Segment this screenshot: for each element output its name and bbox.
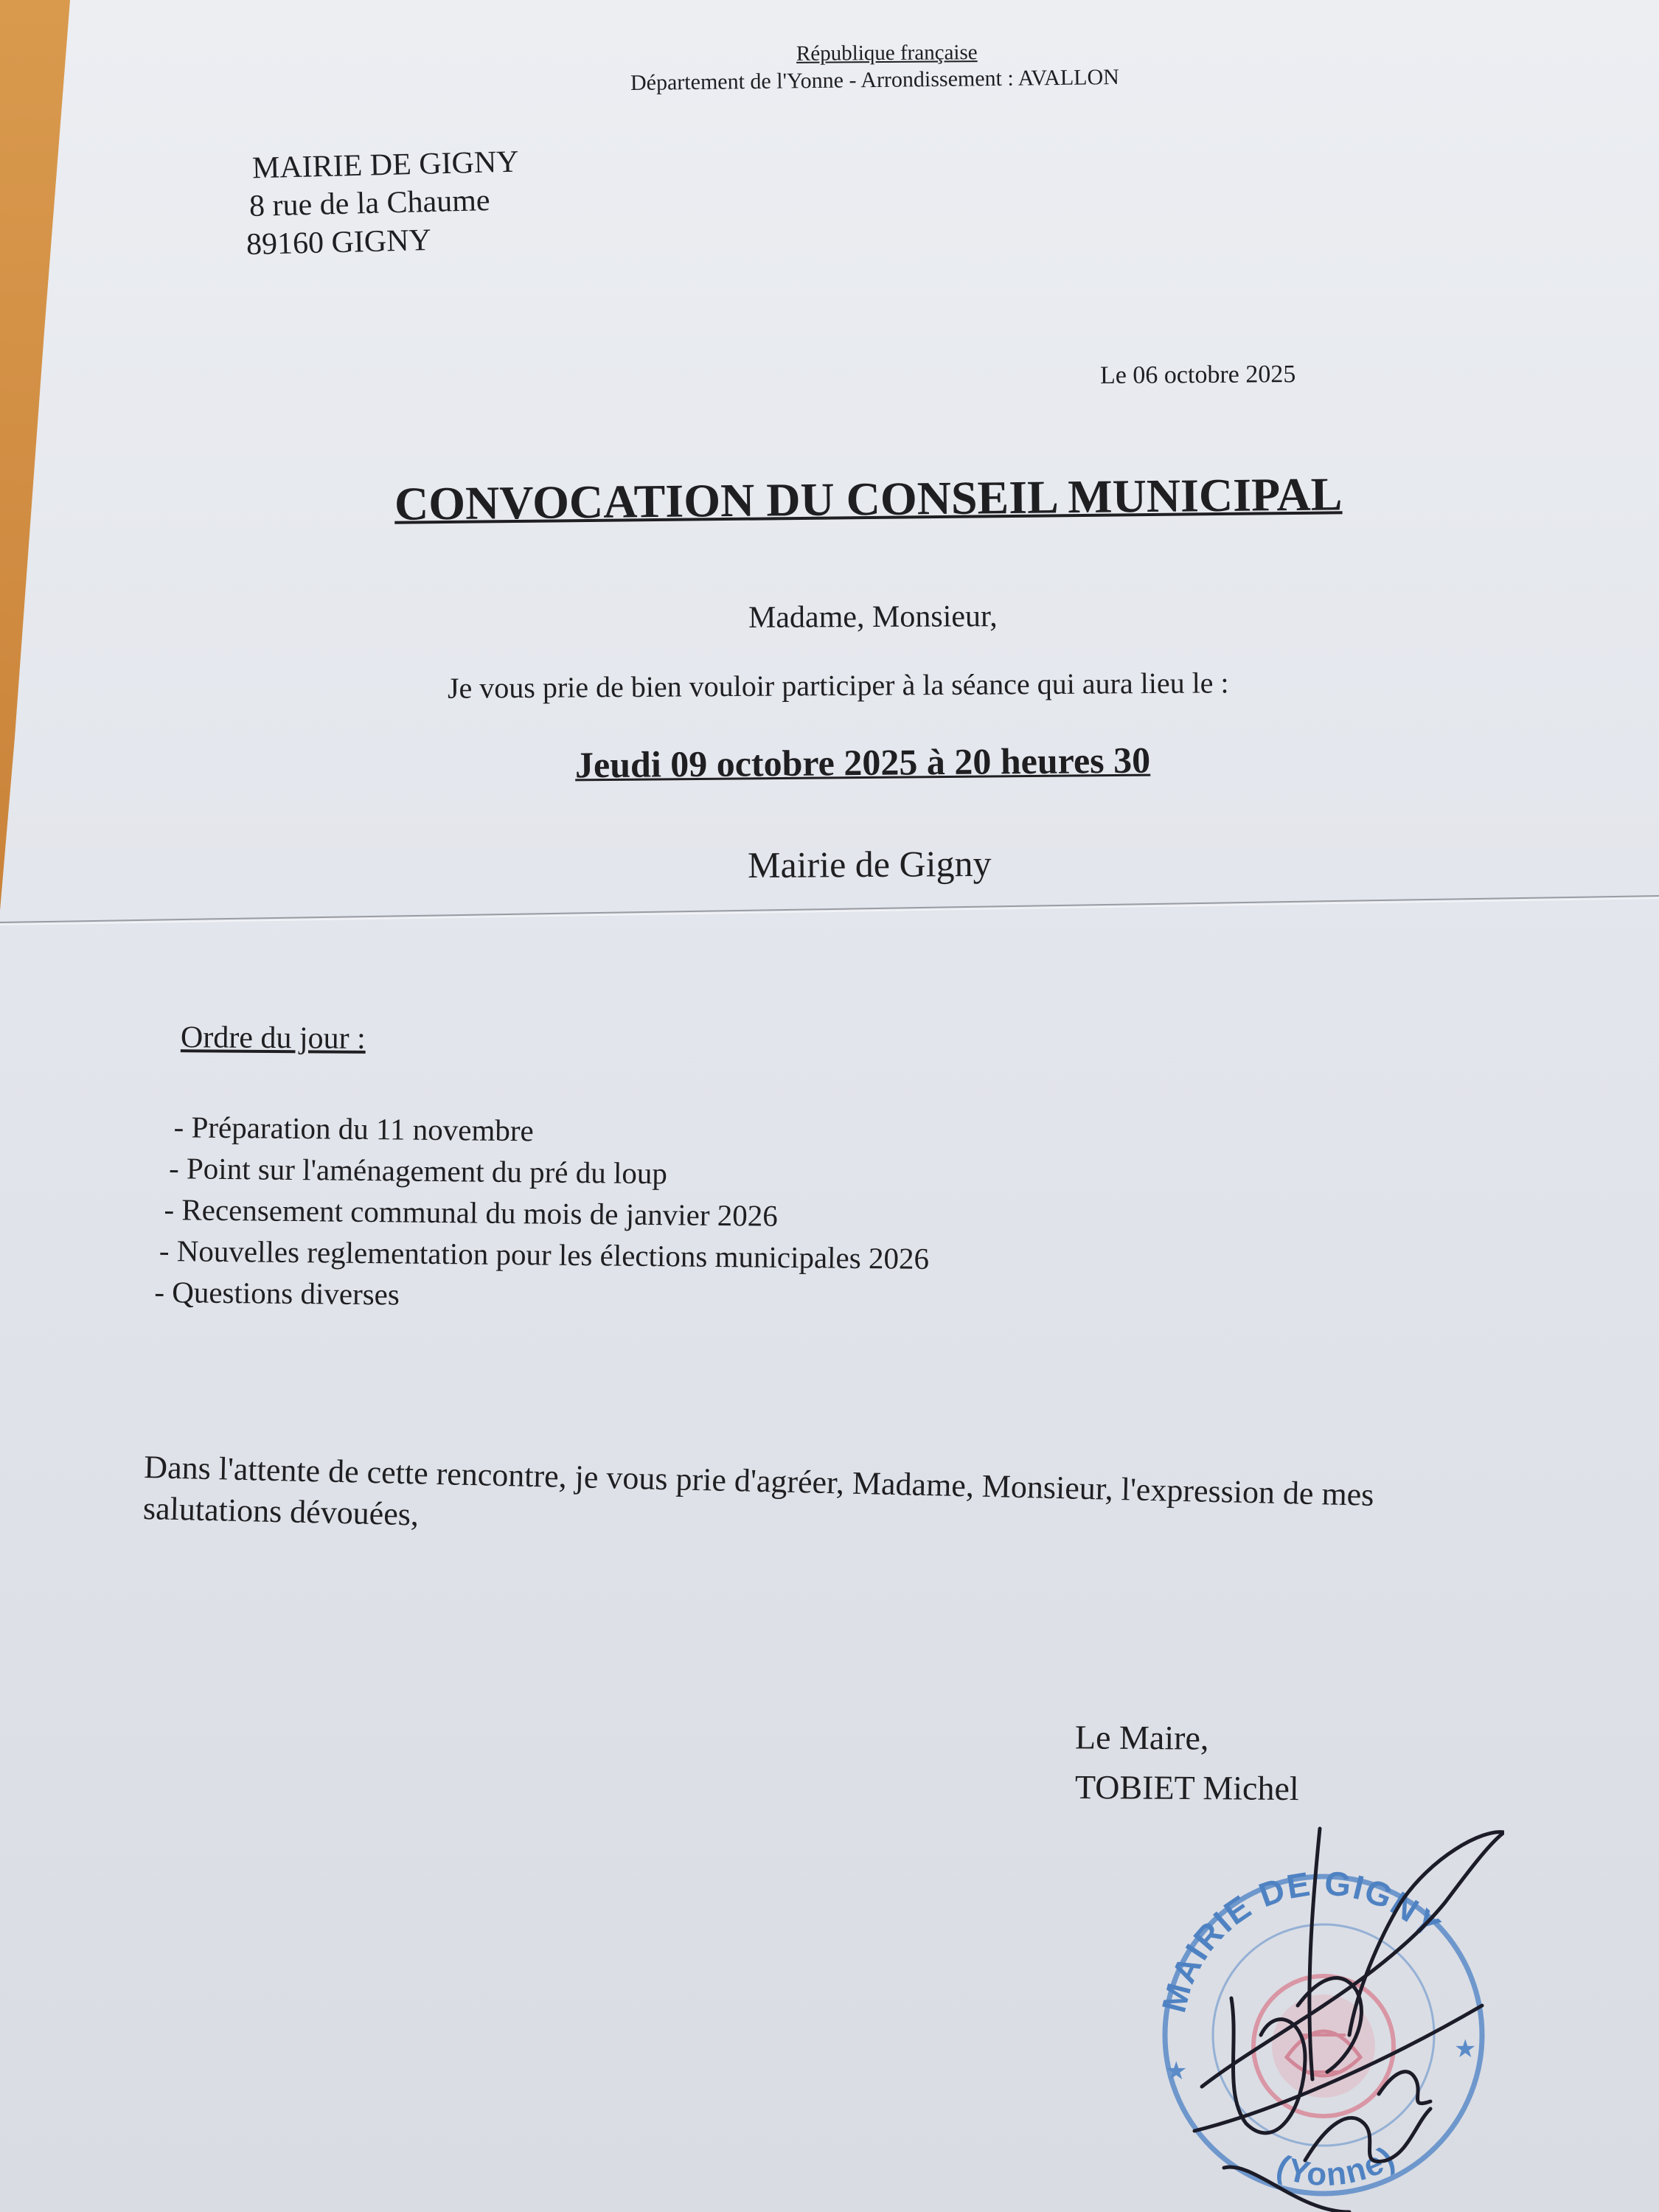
agenda-item: - Questions diverses [154, 1274, 400, 1312]
greeting: Madame, Monsieur, [748, 599, 998, 635]
department-header: Département de l'Yonne - Arrondissement : AVALLON [630, 64, 1120, 96]
document-title: CONVOCATION DU CONSEIL MUNICIPAL [394, 467, 1343, 530]
agenda-item: - Point sur l'aménagement du pré du loup [168, 1151, 668, 1191]
agenda-item: - Nouvelles reglementation pour les élections municipales 2026 [159, 1234, 930, 1276]
sender-street: 8 rue de la Chaume [248, 184, 491, 223]
signatory-role: Le Maire, [1074, 1718, 1209, 1757]
letter-date: Le 06 octobre 2025 [1099, 361, 1296, 389]
invitation-text: Je vous prie de bien vouloir participer à la séance qui aura lieu le : [447, 666, 1229, 705]
svg-text:MAIRIE DE GIGNY [1141, 1850, 1456, 2020]
agenda-list [154, 1106, 931, 1321]
sender-name: MAIRIE DE GIGNY [251, 145, 520, 186]
agenda-heading: Ordre du jour : [180, 1020, 366, 1056]
closing-paragraph: Dans l'attente de cette rencontre, je vous prie d'agréer, Madame, Monsieur, l'expression de mes salutations dévouées, [142, 1448, 1374, 1533]
meeting-place: Mairie de Gigny [747, 842, 992, 886]
agenda-item: - Préparation du 11 novembre [173, 1110, 534, 1148]
meeting-datetime: Jeudi 09 octobre 2025 à 20 heures 30 [574, 739, 1151, 786]
signatory-name: TOBIET Michel [1074, 1767, 1299, 1808]
stamp-top-text: MAIRIE DE GIGNY [1154, 1863, 1449, 2017]
stamp-bottom-text: (Yonne) [1271, 2139, 1402, 2194]
star-icon: ★ [1454, 2036, 1477, 2063]
sender-city: 89160 GIGNY [246, 223, 432, 262]
agenda-item: - Recensement communal du mois de janvier 2026 [164, 1192, 779, 1233]
official-stamp [1135, 1814, 1504, 2212]
star-icon: ★ [1165, 2058, 1188, 2085]
seal-emblem-icon [1253, 1976, 1394, 2116]
republic-header: République française [796, 41, 978, 66]
